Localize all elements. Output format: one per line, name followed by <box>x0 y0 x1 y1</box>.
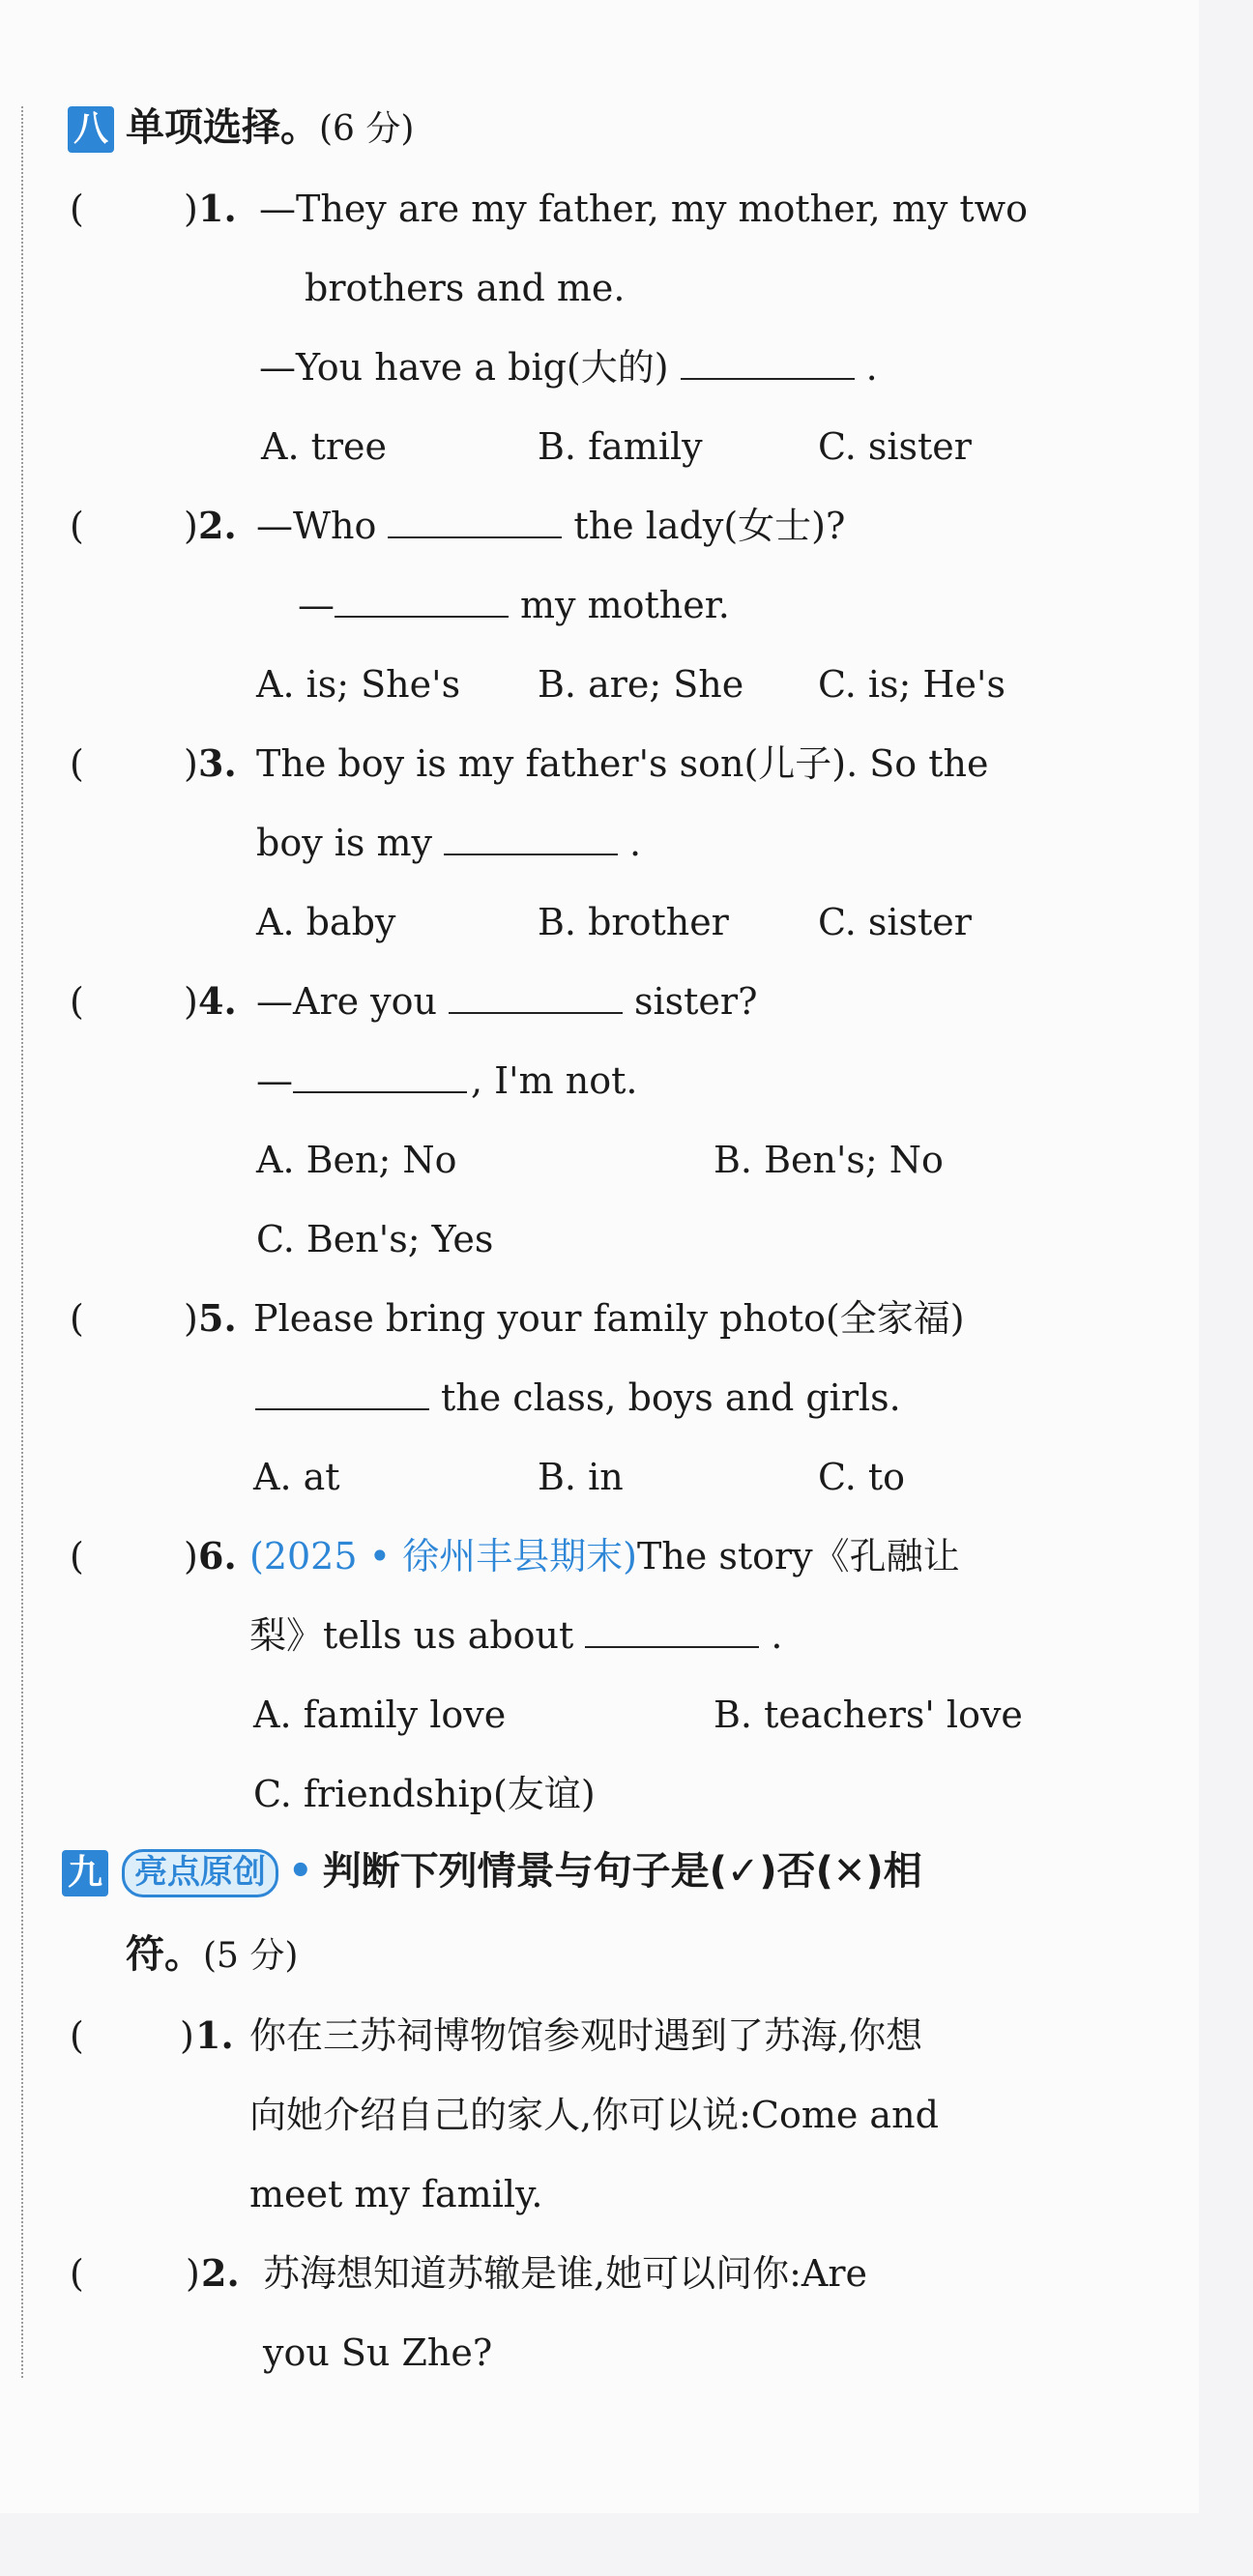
answer-paren-open: ( <box>70 188 84 230</box>
answer-paren-close: ) <box>184 980 198 1023</box>
section-9-header-line2 <box>126 1927 298 1983</box>
question-line: 苏海想知道苏辙是谁,她可以问你:Are <box>263 2252 867 2295</box>
question-line: The boy is my father's son(儿子). So the <box>256 742 989 785</box>
question-number: 6. <box>198 1534 237 1577</box>
separator-dot: • <box>288 1849 313 1894</box>
question-text: The story《孔融让 <box>636 1535 960 1577</box>
answer-paren-open: ( <box>70 1297 84 1340</box>
option-c: C. friendship(友谊) <box>253 1773 596 1815</box>
option-b: B. Ben's; No <box>714 1139 944 1181</box>
question-line: —They are my father, my mother, my two <box>259 188 1029 230</box>
highlight-original-tag: 亮点原创 <box>122 1849 278 1897</box>
option-c: C. sister <box>818 901 972 943</box>
answer-paren-open: ( <box>70 1535 84 1577</box>
question-line: brothers and me. <box>305 267 626 309</box>
question-text: boy is my <box>256 822 432 864</box>
question-text: sister? <box>634 980 758 1023</box>
question-text: my mother. <box>520 584 730 626</box>
question-line <box>256 978 757 1025</box>
question-line: Please bring your family photo(全家福) <box>253 1297 965 1340</box>
question-line <box>256 820 641 866</box>
section-9-header <box>62 1844 922 1898</box>
question-number: 1. <box>198 187 237 230</box>
answer-blank[interactable] <box>449 979 623 1014</box>
answer-paren-close: ) <box>186 2252 200 2295</box>
answer-paren-close: ) <box>184 742 198 785</box>
question-number: 2. <box>201 2251 240 2295</box>
question-text: — <box>256 1059 293 1102</box>
option-a: A. baby <box>256 901 396 943</box>
question-source-tag: (2025 • 徐州丰县期末) <box>249 1535 637 1577</box>
option-b: B. teachers' love <box>714 1693 1023 1736</box>
answer-paren-open: ( <box>70 505 84 547</box>
question-line <box>256 503 845 549</box>
question-number: 5. <box>198 1296 237 1340</box>
option-a: A. Ben; No <box>256 1139 457 1181</box>
question-text: —Who <box>256 505 377 547</box>
section-8-header <box>68 101 414 157</box>
answer-blank[interactable] <box>293 1058 467 1093</box>
question-line <box>249 1533 960 1579</box>
option-c: C. sister <box>818 425 972 468</box>
question-text: the class, boys and girls. <box>441 1376 901 1419</box>
option-b: B. family <box>538 425 703 468</box>
question-line: you Su Zhe? <box>263 2331 493 2374</box>
question-text: 梨》tells us about <box>249 1614 574 1657</box>
answer-paren-open: ( <box>70 980 84 1023</box>
question-text: the lady(女士)? <box>573 505 846 547</box>
answer-blank[interactable] <box>388 504 562 538</box>
section-8-badge: 八 <box>68 106 114 153</box>
question-line: 你在三苏祠博物馆参观时遇到了苏海,你想 <box>249 2014 923 2057</box>
answer-paren-close: ) <box>184 1297 198 1340</box>
question-text: —Are you <box>256 980 437 1023</box>
question-text: . <box>628 822 642 864</box>
section-8-title: 单项选择。 <box>126 105 319 150</box>
question-text: —You have a big(大的) <box>259 346 669 389</box>
question-line <box>298 582 730 628</box>
question-line <box>244 1375 901 1421</box>
option-c: C. is; He's <box>818 663 1005 706</box>
option-a: A. at <box>253 1456 340 1498</box>
option-b: B. are; She <box>538 663 744 706</box>
answer-paren-close: ) <box>184 1535 198 1577</box>
section-9-title: 判断下列情景与句子是(✓)否(✕)相 <box>322 1849 922 1894</box>
margin-dotted-line <box>21 106 23 2378</box>
answer-blank[interactable] <box>255 1375 429 1410</box>
answer-blank[interactable] <box>585 1613 759 1648</box>
answer-paren-open: ( <box>70 2014 84 2057</box>
question-line <box>259 344 878 391</box>
answer-blank[interactable] <box>681 345 855 380</box>
question-line <box>249 1612 782 1659</box>
answer-paren-close: ) <box>184 505 198 547</box>
option-a: A. is; She's <box>256 663 461 706</box>
option-a: A. family love <box>253 1693 507 1736</box>
question-number: 1. <box>195 2013 234 2057</box>
question-line <box>256 1057 637 1104</box>
section-9-badge: 九 <box>62 1850 108 1896</box>
question-number: 4. <box>198 979 237 1023</box>
answer-paren-close: ) <box>184 188 198 230</box>
section-9-title-cont: 符。 <box>126 1932 203 1977</box>
option-c: C. Ben's; Yes <box>256 1218 494 1260</box>
section-9-score: (5 分) <box>203 1936 299 1976</box>
question-line: meet my family. <box>249 2173 543 2215</box>
question-text: . <box>771 1614 783 1657</box>
answer-blank[interactable] <box>444 821 618 855</box>
option-b: B. brother <box>538 901 729 943</box>
question-line: 向她介绍自己的家人,你可以说:Come and <box>249 2094 939 2136</box>
option-a: A. tree <box>261 425 388 468</box>
question-number: 2. <box>198 504 237 547</box>
answer-paren-open: ( <box>70 2252 84 2295</box>
answer-paren-close: ) <box>180 2014 194 2057</box>
section-8-score: (6 分) <box>319 109 415 149</box>
answer-blank[interactable] <box>335 583 509 618</box>
question-text: , I'm not. <box>471 1059 638 1102</box>
option-b: B. in <box>538 1456 624 1498</box>
question-text: . <box>865 346 878 389</box>
answer-paren-open: ( <box>70 742 84 785</box>
question-number: 3. <box>198 741 237 785</box>
option-c: C. to <box>818 1456 906 1498</box>
question-text: — <box>298 584 335 626</box>
